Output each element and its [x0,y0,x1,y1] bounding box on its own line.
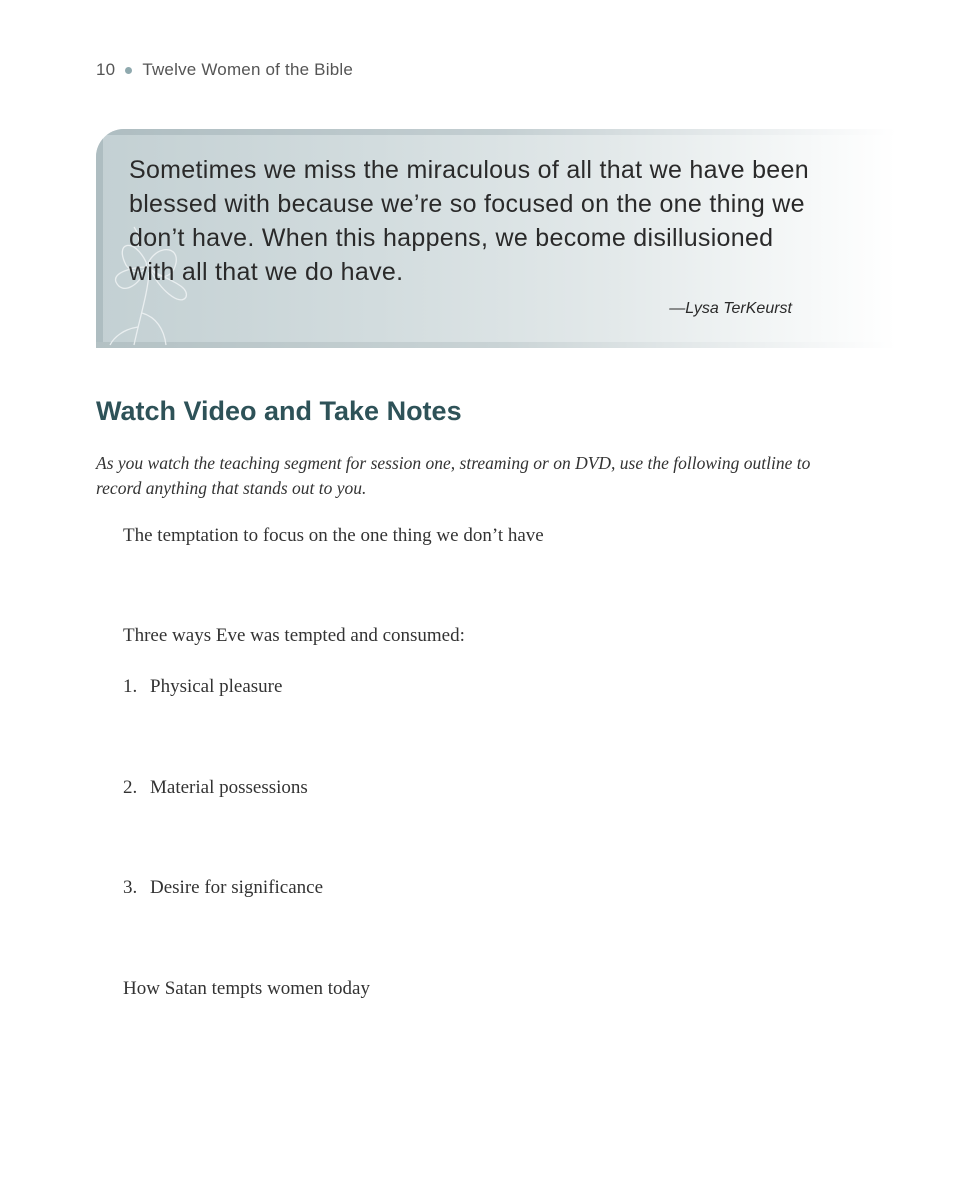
running-head [96,60,353,80]
book-title: Twelve Women of the Bible [142,60,353,79]
list-item-label: Desire for significance [150,877,324,898]
numbered-list-item [123,777,308,799]
page-number: 10 [96,60,116,79]
section-title: Watch Video and Take Notes [96,396,462,426]
numbered-list-item [123,877,323,899]
list-item-label: Material possessions [150,777,308,798]
outline-item: How Satan tempts women today [123,978,370,999]
quote-box-top-edge [96,129,896,135]
quote-text: Sometimes we miss the miraculous of all that we have been blessed with because we’re so focused on the one thing we don’t have. When this happens, we become disillusioned with all that we do have. [129,156,809,286]
list-item-label: Physical pleasure [150,676,283,697]
outline-item: Three ways Eve was tempted and consumed: [123,625,465,646]
section-instructions: As you watch the teaching segment for session one, streaming or on DVD, use the following outline to record anything that stands out to you. [96,453,811,498]
list-number: 2. [123,777,138,798]
separator-dot-icon [125,67,132,74]
quote-box-left-edge [96,129,103,348]
pull-quote-box [96,129,896,348]
list-number: 1. [123,676,138,697]
list-number: 3. [123,877,138,898]
quote-box-bottom-edge [96,342,896,348]
outline-item: The temptation to focus on the one thing we don’t have [123,525,544,546]
numbered-list-item [123,676,282,698]
quote-author: —Lysa TerKeurst [669,300,792,317]
